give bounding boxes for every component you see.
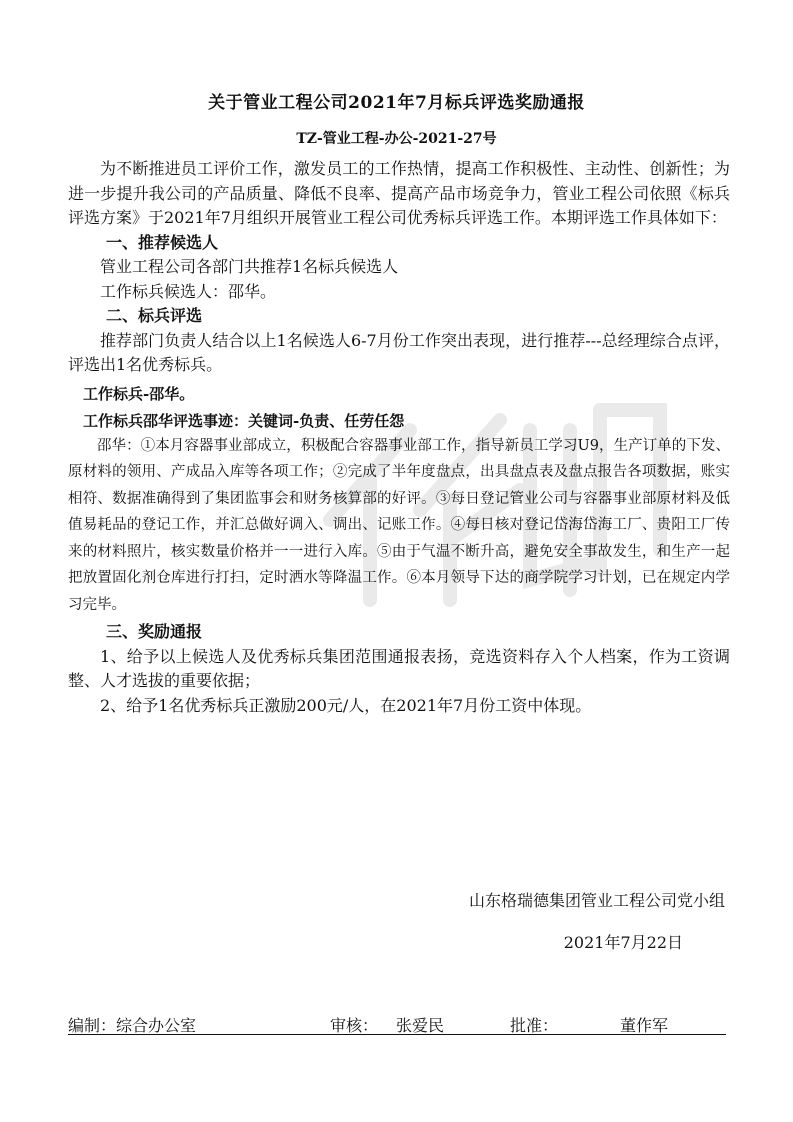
document-body [68,157,730,718]
editor-field: 编制：综合办公室 [68,1016,197,1035]
award-item-1: 1、给予以上候选人及优秀标兵集团范围通报表扬，竞选资料存入个人档案，作为工资调整、人才选拔的重要依据； [68,646,730,690]
section2-heading: 二、标兵评选 [106,306,203,325]
approval-footer [68,1010,726,1035]
section1-heading: 一、推荐候选人 [106,232,219,252]
section1-line-2: 工作标兵候选人：邵华。 [100,281,277,301]
signature: 山东格瑞德集团管业工程公司党小组 [468,891,725,910]
section1-line-1: 管业工程公司各部门共推荐1名标兵候选人 [100,257,399,276]
award-item-2: 2、给予1名优秀标兵正激励200元/人，在2021年7月份工资中体现。 [100,695,592,715]
document-number: TZ-管业工程-办公-2021-27号 [296,131,497,147]
intro-paragraph: 为不断推进员工评价工作，激发员工的工作热情，提高工作积极性、主动性、创新性；为进一步提升我公司的产品质量、降低不良率、提高产品市场竞争力，管业工程公司依照《标兵评选方案》于2021年7月组织开展管业工程公司优秀标兵评选工作。本期评选工作具体如下： [68,159,730,227]
section2-text: 推荐部门负责人结合以上1名候选人6-7月份工作突出表现，进行推荐---总经理综合点评，评选出1名优秀标兵。 [68,330,730,374]
reviewer-label: 审核： [330,1016,379,1035]
approver-name: 董作军 [620,1016,669,1035]
winner-line: 工作标兵-邵华。 [83,384,195,403]
section3-heading: 三、奖励通报 [106,622,203,641]
document-title: 关于管业工程公司2021年7月标兵评选奖励通报 [208,93,585,113]
deeds-title: 工作标兵邵华评选事迹：关键词-负责、任劳任怨 [83,411,405,430]
issue-date: 2021年7月22日 [563,933,683,952]
approver-label: 批准： [510,1016,559,1035]
deeds-paragraph: 邵华：①本月容器事业部成立，积极配合容器事业部工作，指导新员工学习U9，生产订单的下发、原材料的领用、产成品入库等各项工作；②完成了半年度盘点，出具盘点表及盘点报告各项数据，账实相符、数据准确得到了集团监事会和财务核算部的好评。③每日登记管业公司与容器事业部原材料及低值易耗品的登记工作，并汇总做好调入、调出、记账工作。④每日核对登记岱海岱海工厂、贵阳工厂传来的材料照片，核实数量价格并一一进行入库。⑤由于气温不断升高，避免安全事故发生，和生产一起把放置固化剂仓库进行打扫，定时洒水等降温工作。⑥本月领导下达的商学院学习计划，已在规定内学习完毕。 [68,437,730,613]
reviewer-name: 张爱民 [396,1016,445,1035]
